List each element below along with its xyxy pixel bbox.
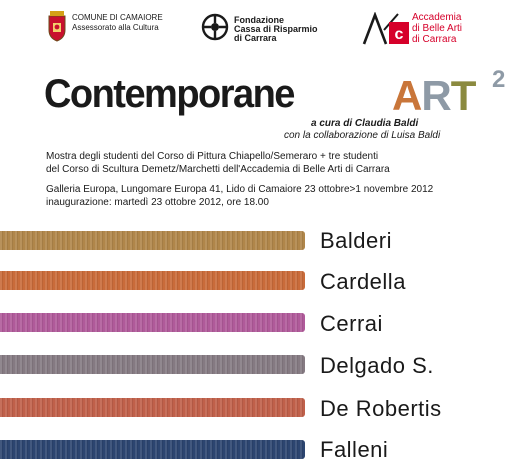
title-superscript: 2 (492, 66, 506, 93)
artist-name: Balderi (320, 228, 392, 253)
opening-line: inaugurazione: martedì 23 ottobre 2012, ore 18.00 (46, 197, 269, 208)
artist-stripe (0, 440, 305, 459)
comune-camaiore-logo (46, 10, 216, 44)
artist-name: Falleni (320, 437, 389, 462)
title-art (392, 72, 475, 120)
description-line1: Mostra degli studenti del Corso di Pittura Chiapello/Semeraro + tre studenti (46, 151, 379, 162)
title-art-a: A (392, 72, 422, 119)
accademia-line1: Accademia (412, 12, 462, 23)
exhibition-title (44, 66, 506, 119)
venue-line: Galleria Europa, Lungomare Europa 41, Lido di Camaiore 23 ottobre>1 novembre 2012 (46, 184, 434, 195)
description (46, 150, 508, 176)
accademia-mark-icon (362, 12, 410, 46)
title-art-t: T (450, 72, 476, 119)
artist-stripe (0, 313, 305, 332)
artist-stripe (0, 271, 305, 290)
comune-name: COMUNE DI CAMAIORE (72, 13, 163, 22)
accademia-logo (362, 10, 512, 48)
fondazione-line1: Fondazione (234, 15, 284, 25)
artist-name: Cardella (320, 269, 406, 294)
artist-name: Delgado S. (320, 353, 434, 378)
artist-name: Cerrai (320, 311, 383, 336)
curator-line: a cura di Claudia Baldi (311, 118, 419, 129)
fondazione-logo (200, 12, 340, 46)
title-art-r: R (421, 72, 451, 119)
artist-stripe (0, 355, 305, 374)
comune-assessorato: Assessorato alla Cultura (72, 23, 159, 32)
svg-text:c: c (394, 26, 404, 43)
fondazione-line2: Cassa di Risparmio (234, 24, 318, 34)
artist-name: De Robertis (320, 396, 442, 421)
fondazione-mark-icon (200, 12, 230, 42)
crest-icon (46, 10, 68, 42)
title-main: Contemporane (44, 72, 294, 116)
fondazione-line3: di Carrara (234, 33, 277, 43)
artist-stripe (0, 231, 305, 250)
accademia-line2: di Belle Arti (412, 23, 463, 34)
accademia-line3: di Carrara (412, 34, 457, 45)
artist-stripe (0, 398, 305, 417)
description-line2: del Corso di Scultura Demetz/Marchetti dell'Accademia di Belle Arti di Carrara (46, 164, 390, 175)
venue-info (46, 183, 516, 209)
collaboration-line: con la collaborazione di Luisa Baldi (284, 130, 441, 141)
